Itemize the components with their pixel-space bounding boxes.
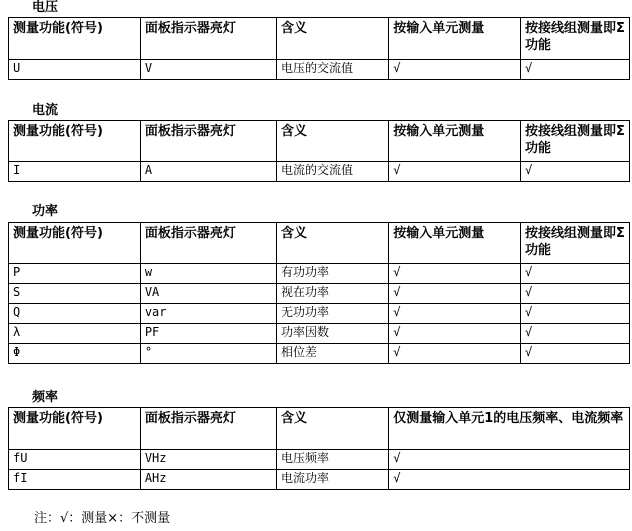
table-header-row — [9, 408, 630, 450]
cell-indicator: AHz — [140, 470, 276, 490]
header-meaning: 含义 — [276, 121, 388, 162]
cell-by-wiring: √ — [521, 162, 630, 182]
header-func: 测量功能(符号) — [9, 223, 141, 264]
cell-meaning: 有功功率 — [276, 264, 388, 284]
current-table — [8, 120, 630, 182]
cell-meaning: 电压频率 — [276, 450, 388, 470]
table-row — [9, 304, 630, 324]
section-title-power: 功率 — [32, 204, 59, 219]
voltage-table — [8, 17, 630, 80]
cell-meaning: 功率因数 — [276, 324, 388, 344]
cell-indicator: VHz — [140, 450, 276, 470]
cell-indicator: V — [140, 60, 276, 80]
table-header-row — [9, 18, 630, 60]
cell-func: U — [9, 60, 141, 80]
cell-meaning: 电流功率 — [276, 470, 388, 490]
cell-func: fI — [9, 470, 141, 490]
cell-by-wiring: √ — [521, 344, 630, 364]
cell-indicator: ° — [140, 344, 276, 364]
cell-by-wiring: √ — [521, 324, 630, 344]
header-func: 测量功能(符号) — [9, 408, 141, 450]
cell-by-input: √ — [389, 60, 521, 80]
cell-indicator: VA — [140, 284, 276, 304]
cell-by-input: √ — [389, 284, 521, 304]
table-row — [9, 162, 630, 182]
table-row — [9, 60, 630, 80]
table-row — [9, 284, 630, 304]
header-by-input: 按输入单元测量 — [389, 121, 521, 162]
cell-by-input: √ — [389, 304, 521, 324]
header-indicator: 面板指示器亮灯 — [140, 121, 276, 162]
cell-by-input: √ — [389, 324, 521, 344]
cell-func: I — [9, 162, 141, 182]
cell-meaning: 电流的交流值 — [276, 162, 388, 182]
header-freq-only: 仅测量输入单元1的电压频率、电流频率 — [389, 408, 630, 450]
cell-freq: √ — [389, 450, 630, 470]
header-by-wiring: 按接线组测量即Σ功能 — [521, 121, 630, 162]
cell-by-input: √ — [389, 344, 521, 364]
cell-indicator: PF — [140, 324, 276, 344]
cell-freq: √ — [389, 470, 630, 490]
cell-by-wiring: √ — [521, 304, 630, 324]
header-by-input: 按输入单元测量 — [389, 223, 521, 264]
section-title-voltage: 电压 — [32, 0, 59, 15]
cell-indicator: w — [140, 264, 276, 284]
cell-func: S — [9, 284, 141, 304]
cell-indicator: var — [140, 304, 276, 324]
table-header-row — [9, 121, 630, 162]
cell-func: Φ — [9, 344, 141, 364]
header-indicator: 面板指示器亮灯 — [140, 223, 276, 264]
header-indicator: 面板指示器亮灯 — [140, 18, 276, 60]
table-row — [9, 450, 630, 470]
frequency-table — [8, 407, 630, 490]
table-row — [9, 470, 630, 490]
cell-by-input: √ — [389, 264, 521, 284]
header-by-wiring: 按接线组测量即Σ功能 — [521, 223, 630, 264]
power-table — [8, 222, 630, 364]
header-meaning: 含义 — [276, 18, 388, 60]
cell-meaning: 无功功率 — [276, 304, 388, 324]
header-func: 测量功能(符号) — [9, 121, 141, 162]
header-indicator: 面板指示器亮灯 — [140, 408, 276, 450]
cell-by-wiring: √ — [521, 284, 630, 304]
header-func: 测量功能(符号) — [9, 18, 141, 60]
table-row — [9, 324, 630, 344]
cell-meaning: 电压的交流值 — [276, 60, 388, 80]
cell-meaning: 视在功率 — [276, 284, 388, 304]
cell-meaning: 相位差 — [276, 344, 388, 364]
table-row — [9, 264, 630, 284]
cell-func: fU — [9, 450, 141, 470]
table-header-row — [9, 223, 630, 264]
header-by-input: 按输入单元测量 — [389, 18, 521, 60]
cell-func: P — [9, 264, 141, 284]
header-by-wiring: 按接线组测量即Σ功能 — [521, 18, 630, 60]
table-row — [9, 344, 630, 364]
section-title-frequency: 频率 — [32, 390, 59, 405]
cell-by-wiring: √ — [521, 60, 630, 80]
header-meaning: 含义 — [276, 408, 388, 450]
header-meaning: 含义 — [276, 223, 388, 264]
cell-func: λ — [9, 324, 141, 344]
cell-indicator: A — [140, 162, 276, 182]
section-title-current: 电流 — [32, 103, 59, 118]
cell-by-wiring: √ — [521, 264, 630, 284]
legend-note: 注：√：测量×：不测量 — [34, 511, 171, 526]
cell-func: Q — [9, 304, 141, 324]
cell-by-input: √ — [389, 162, 521, 182]
